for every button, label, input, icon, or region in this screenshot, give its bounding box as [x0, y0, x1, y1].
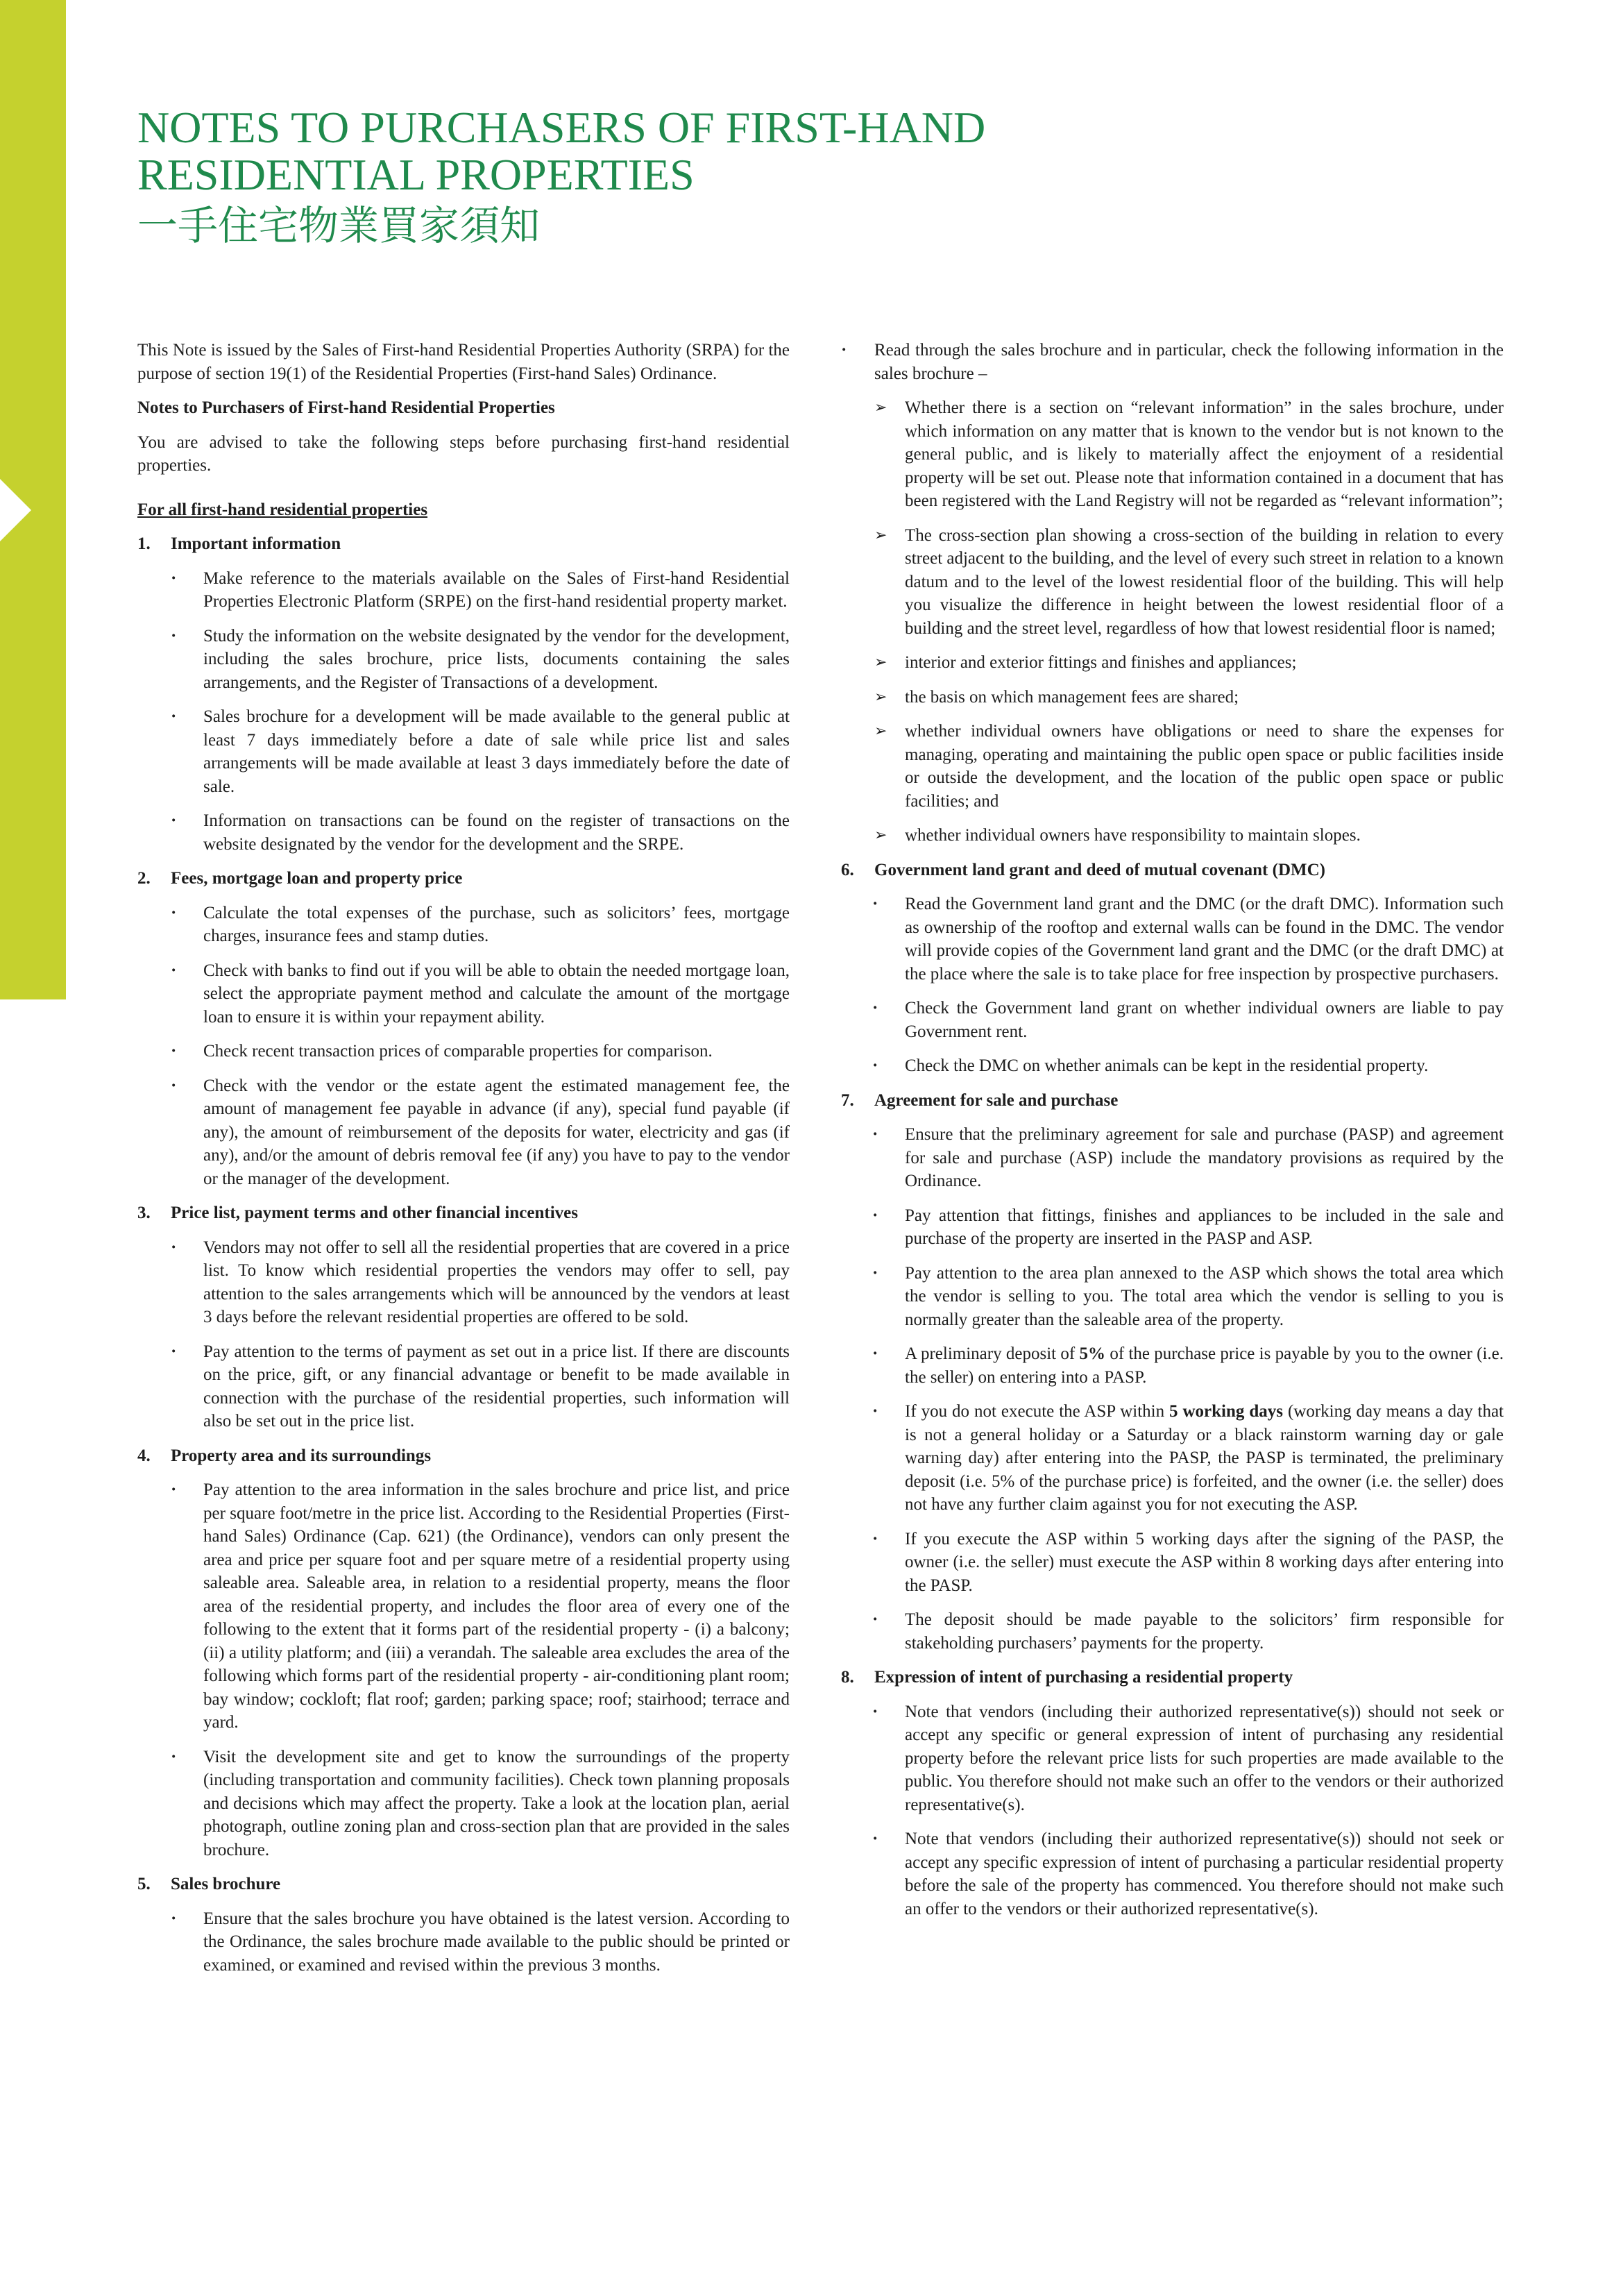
left-column: [137, 339, 790, 1988]
list-item: · Check the Government land grant on whether individual owners are liable to pay Government rent.: [841, 997, 1504, 1043]
intro-paragraph: This Note is issued by the Sales of First-hand Residential Properties Authority (SRPA) for the purpose of section 19(1) of the Residential Properties (First-hand Sales) Ordinance.: [137, 341, 790, 383]
section-7-heading: 7. Agreement for sale and purchase: [841, 1090, 1119, 1110]
list-item: ➢ whether individual owners have responsibility to maintain slopes.: [874, 824, 1504, 847]
right-column: [841, 339, 1504, 1932]
list-item: ➢ Whether there is a section on “relevant information” in the sales brochure, under which information on any matter that is known to the vendor but is not known to the general public, and is likely to materially affect the enjoyment of a residential property will be set out. Please note that information contained in a document that has been registered with the Land Registry will not be regarded as “relevant information”;: [874, 396, 1504, 513]
list-item: · Visit the development site and get to know the surroundings of the property (including transportation and community facilities). Check town planning proposals and decisions which may affect the property. Take a look at the location plan, aerial photograph, outline zoning plan and cross-section plan that are provided in the sales brochure.: [137, 1746, 790, 1862]
list-item: · Pay attention to the area information in the sales brochure and price list, and price per square foot/metre in the price list. According to the Residential Properties (First-hand Sales) Ordinance (Cap. 621) (the Ordinance), vendors can only present the area and price per square foot and per square metre of a residential property using saleable area. Saleable area, in relation to a residential property, means the floor area of the residential property, and includes the floor area of every one of the following to the extent that it forms part of the residential property - (i) a balcony; (ii) a utility platform; and (iii) a verandah. The saleable area excludes the area of the following which forms part of the residential property - air-conditioning plant room; bay window; cockloft; flat roof; garden; parking space; roof; stairhood; terrace and yard.: [137, 1478, 790, 1734]
section-4-heading: 4. Property area and its surroundings: [137, 1446, 432, 1465]
list-item: · Read the Government land grant and the DMC (or the draft DMC). Information such as ownership of the rooftop and external walls can be found in the DMC. The vendor will provide copies of the Government land grant and the DMC (or the draft DMC) at the place where the sale is to take place for free inspection by prospective purchasers.: [841, 893, 1504, 986]
list-item: ➢ The cross-section plan showing a cross-section of the building in relation to every street adjacent to the building, and the level of every such street in relation to a known datum and to the level of the lowest residential floor of the building. This will help you visualize the difference in height between the lowest residential floor of a building and the street level, regardless of how that lowest residential floor is named;: [874, 524, 1504, 641]
notes-heading: Notes to Purchasers of First-hand Residential Properties: [137, 398, 555, 417]
section-3-heading: 3. Price list, payment terms and other financial incentives: [137, 1204, 578, 1222]
list-item: · Ensure that the preliminary agreement for sale and purchase (PASP) and agreement for sale and purchase (ASP) include the mandatory provisions as required by the Ordinance.: [841, 1123, 1504, 1193]
section-2-list: [137, 902, 790, 1191]
section-1-heading: 1. Important information: [137, 534, 341, 553]
section-5-continued: · Read through the sales brochure and in particular, check the following information in the sales brochure – ➢ Whether there is a section on “relevant information” in the sales brochure, under which information on any matter that is known to the vendor but is not known to the general public, and is likely to materially affect the enjoyment of a residential property will be set out. Please note that information contained in a document that has been registered with the Land Registry will not be regarded as “relevant information”; ➢ The cross-section plan showing a cross-section of the building in relation to every street adjacent to the building, and the level of every such street in relation to a known datum and to the level of the lowest residential floor of the building. This will help you visualize the difference in height between the lowest residential floor of a building and the street level, regardless of how that lowest residential floor is named; ➢ interior and exterior fittings and finishes and appliances; ➢ the basis on which management fees are shared; ➢ whether individual owners have obligations or need to share the expenses for managing, operating and maintaining the public open space or public facilities inside or outside the development, and the location of the public open space or public facilities; and ➢ whether individual owners have responsibility to maintain slopes.: [841, 339, 1504, 847]
list-item: · Study the information on the website designated by the vendor for the development, including the sales brochure, price lists, documents containing the sales arrangements, and the Register of Transactions of a development.: [137, 625, 790, 695]
list-item: · If you do not execute the ASP within 5 working days (working day means a day that is not a general holiday or a Saturday or a black rainstorm warning day or gale warning day) after entering into the PASP, the PASP is terminated, the preliminary deposit (i.e. 5% of the purchase price) is forfeited, and the owner (i.e. the seller) does not have any further claim against you for not executing the ASP.: [841, 1400, 1504, 1517]
page-title-chinese: 一手住宅物業買家須知: [137, 202, 541, 249]
list-item: · Ensure that the sales brochure you have obtained is the latest version. According to the Ordinance, the sales brochure made available to the public should be printed or examined, or examined and revised within the previous 3 months.: [137, 1907, 790, 1977]
list-item: · Note that vendors (including their authorized representative(s)) should not seek or accept any specific expression of intent of purchasing a particular residential property before the sale of the property has commenced. You therefore should not make such an offer to the vendors or their authorized representative(s).: [841, 1827, 1504, 1921]
sales-brochure-checklist: [874, 396, 1504, 847]
deposit-percentage: 5%: [1079, 1344, 1106, 1363]
section-6-heading: 6. Government land grant and deed of mutual covenant (DMC): [841, 860, 1325, 879]
list-item: · Check the DMC on whether animals can be kept in the residential property.: [841, 1054, 1504, 1078]
list-item: · Calculate the total expenses of the purchase, such as solicitors’ fees, mortgage charges, insurance fees and stamp duties.: [137, 902, 790, 948]
page-header: [137, 104, 1456, 250]
section-5-heading: 5. Sales brochure: [137, 1875, 281, 1893]
section-6-list: [841, 893, 1504, 1078]
advice-paragraph: You are advised to take the following steps before purchasing first-hand residential properties.: [137, 432, 790, 475]
list-item: · Note that vendors (including their authorized representative(s)) should not seek or accept any specific or general expression of intent of purchasing any residential property before the relevant price lists for such properties are made available to the public. You therefore should not make such an offer to the vendors or their authorized representative(s).: [841, 1700, 1504, 1817]
section-8-heading: 8. Expression of intent of purchasing a residential property: [841, 1668, 1293, 1687]
list-item: · Pay attention to the terms of payment as set out in a price list. If there are discounts on the price, gift, or any financial advantage or benefit to be made available in connection with the purchase of the residential properties, such information will also be set out in the price list.: [137, 1340, 790, 1433]
list-item: · Check recent transaction prices of comparable properties for comparison.: [137, 1040, 790, 1063]
section-1-list: [137, 567, 790, 856]
list-item: · If you execute the ASP within 5 working days after the signing of the PASP, the owner (i.e. the seller) must execute the ASP within 8 working days after entering into the PASP.: [841, 1528, 1504, 1598]
section-2-heading: 2. Fees, mortgage loan and property price: [137, 869, 463, 888]
list-item: ➢ interior and exterior fittings and finishes and appliances;: [874, 651, 1504, 675]
title-line-1: NOTES TO PURCHASERS OF FIRST-HAND: [137, 103, 986, 152]
all-properties-heading: For all first-hand residential properties: [137, 500, 428, 519]
list-item: ➢ whether individual owners have obligations or need to share the expenses for managing, operating and maintaining the public open space or public facilities inside or outside the development, and the location of the public open space or public facilities; and: [874, 720, 1504, 813]
section-7-list: [841, 1123, 1504, 1655]
list-item: · A preliminary deposit of 5% of the purchase price is payable by you to the owner (i.e. the seller) on entering into a PASP.: [841, 1342, 1504, 1389]
title-line-2: RESIDENTIAL PROPERTIES: [137, 150, 695, 199]
list-item: · The deposit should be made payable to the solicitors’ firm responsible for stakeholding purchasers’ payments for the property.: [841, 1608, 1504, 1655]
list-item: · Sales brochure for a development will be made available to the general public at least 7 days immediately before a date of sale while price list and sales arrangements will be made available at least 3 days immediately before the date of sale.: [137, 705, 790, 798]
section-5-list: [137, 1907, 790, 1977]
list-item: ➢ the basis on which management fees are shared;: [874, 686, 1504, 709]
list-item: · Check with banks to find out if you will be able to obtain the needed mortgage loan, select the appropriate payment method and calculate the amount of the mortgage loan to ensure it is within your repayment ability.: [137, 959, 790, 1029]
section-4-list: [137, 1478, 790, 1862]
page-title: [137, 104, 1456, 199]
list-item: · Check with the vendor or the estate agent the estimated management fee, the amount of management fee payable in advance (if any), special fund payable (if any), the amount of reimbursement of the deposits for water, electricity and gas (if any), and/or the amount of debris removal fee (if any) you have to pay to the vendor or the manager of the development.: [137, 1074, 790, 1191]
section-8-list: [841, 1700, 1504, 1921]
list-item: · Make reference to the materials available on the Sales of First-hand Residential Properties Electronic Platform (SRPE) on the first-hand residential property market.: [137, 567, 790, 614]
list-item: · Information on transactions can be found on the register of transactions on the website designated by the vendor for the development and the SRPE.: [137, 809, 790, 856]
list-item: · Pay attention that fittings, finishes and appliances to be included in the sale and purchase of the property are inserted in the PASP and ASP.: [841, 1204, 1504, 1251]
list-item: · Vendors may not offer to sell all the residential properties that are covered in a price list. To know which residential properties the vendors may offer to sell, pay attention to the sales arrangements which will be announced by the vendors at least 3 days before the relevant residential properties are offered to be sold.: [137, 1236, 790, 1329]
list-item: · Pay attention to the area plan annexed to the ASP which shows the total area which the vendor is selling to you. The total area which the vendor is selling to you is normally greater than the saleable area of the property.: [841, 1262, 1504, 1332]
side-accent-bar: [0, 0, 66, 999]
section-3-list: [137, 1236, 790, 1433]
working-days-emphasis: 5 working days: [1169, 1402, 1283, 1421]
